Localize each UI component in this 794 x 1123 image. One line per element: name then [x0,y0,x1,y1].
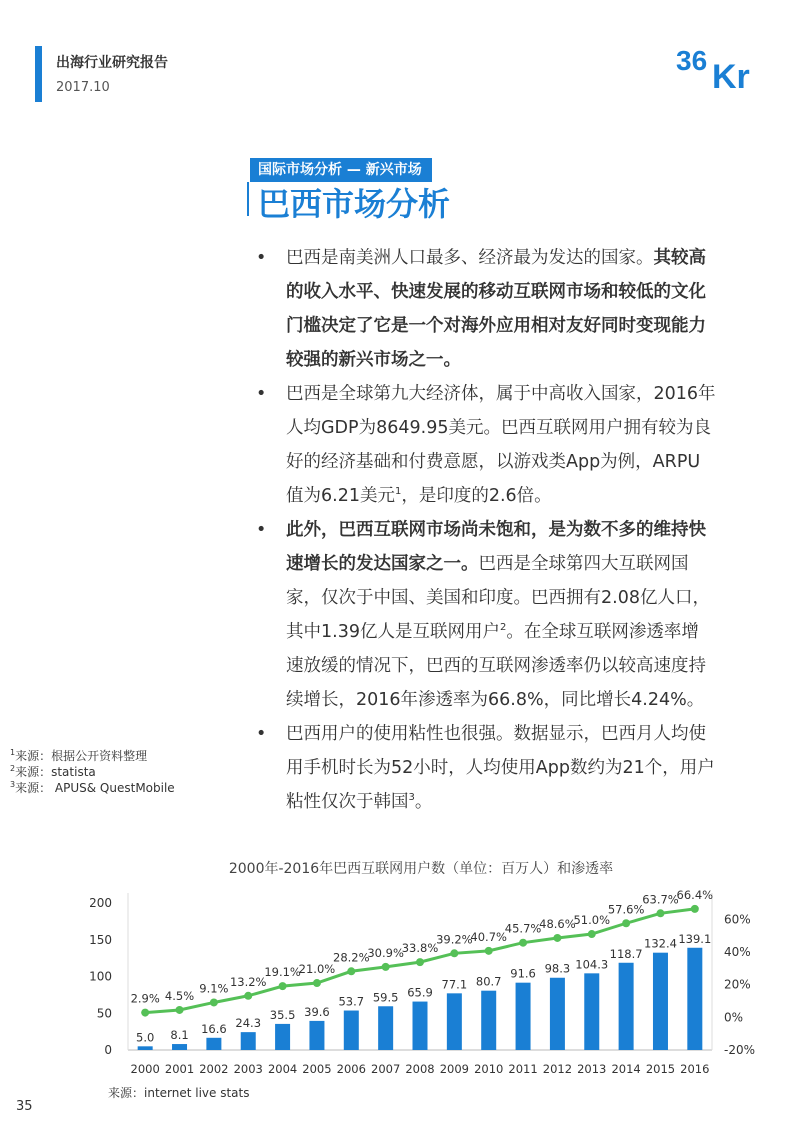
bullet-paragraph [256,377,716,513]
section-title: 巴西市场分析 [258,185,451,223]
report-date: 2017.10 [56,80,110,95]
bar [378,1006,393,1050]
line-value-label: 39.2% [436,932,473,947]
footnote-ref: 3 [408,792,415,804]
bullet-mark: • [256,384,267,404]
paragraph-text: 巴西是全球第九大经济体，属于中高收入国家，2016年人均GDP为8649.95美元。巴西互联网用户拥有较为良好的经济基础和付费意愿，以游戏类App为例，ARPU值为6.21美元 [286,384,716,506]
line-point [313,979,321,987]
y-left-tick-label: 50 [96,1006,112,1021]
bar-value-label: 8.1 [170,1028,189,1043]
bar-value-label: 16.6 [201,1021,227,1036]
y-left-tick-label: 0 [104,1043,112,1057]
footnote-ref: 1 [394,486,402,498]
line-value-label: 9.1% [199,981,229,996]
bar [275,1024,290,1050]
line-value-label: 57.6% [607,902,645,917]
y-left-tick-label: 200 [89,896,112,910]
line-value-label: 4.5% [164,988,195,1003]
bar [653,953,668,1050]
bar [413,1002,428,1050]
bar-value-label: 139.1 [678,931,712,946]
line-value-label: 63.7% [642,892,679,907]
line-point [450,949,458,957]
paragraph-bold-text: 此外，巴西互联网市场尚未饱和，是为数不多的维持快速增长的发达国家之一。 [286,520,706,574]
bullet-mark: • [256,248,267,268]
bar-value-label: 80.7 [475,974,502,989]
page-number: 35 [16,1099,33,1114]
bar-value-label: 35.5 [269,1007,296,1022]
x-tick-label: 2006 [336,1062,366,1076]
footnote [10,780,175,796]
line-value-label: 40.7% [470,929,507,944]
line-point [244,992,252,1000]
bar-value-label: 59.5 [372,990,399,1005]
bar [619,963,634,1050]
line-value-label: 28.2% [333,950,370,965]
line-point [279,982,287,990]
line-point [691,905,699,913]
bar-value-label: 98.3 [544,961,571,976]
line-value-label: 48.6% [539,916,576,931]
paragraph-text: 巴西是南美洲人口最多、经济最为发达的国家。 [286,248,654,268]
bar-value-label: 91.6 [510,966,536,981]
bar [138,1046,153,1050]
bar [447,993,462,1050]
x-tick-label: 2015 [645,1062,676,1076]
y-right-tick-label: -20% [724,1043,756,1057]
bar [687,948,702,1050]
x-tick-label: 2003 [233,1062,263,1076]
section-tag: 国际市场分析 — 新兴市场 [250,158,432,182]
chart-source: 来源：internet live stats [108,1086,250,1100]
line-point [347,967,355,975]
y-right-tick-label: 60% [724,912,751,927]
y-right-tick-label: 40% [724,945,751,959]
paragraph-text: 巴西用户的使用粘性也很强。数据显示，巴西月人均使用手机时长为52小时，人均使用App数约为21个，用户粘性仅次于韩国 [286,724,715,812]
section-accent-line [247,182,249,216]
bullet-paragraph [256,717,716,819]
bar [344,1011,359,1050]
bar-value-label: 77.1 [441,977,468,992]
footnote-number: 3 [10,780,16,789]
bar-value-label: 5.0 [136,1030,155,1045]
line-point [485,947,493,955]
x-tick-label: 2005 [302,1062,332,1076]
line-point [210,998,218,1006]
x-tick-label: 2008 [405,1062,435,1076]
y-left-tick-label: 150 [89,932,112,947]
x-tick-label: 2001 [164,1062,195,1076]
bar [516,983,531,1050]
footnote-number: 2 [10,764,16,773]
footnotes [10,748,175,796]
header-accent-bar [35,46,42,102]
footnote [10,748,175,764]
x-tick-label: 2000 [130,1062,160,1076]
bar-value-label: 65.9 [407,985,433,1000]
line-value-label: 19.1% [264,965,301,980]
line-value-label: 13.2% [229,974,267,989]
svg-text:Kr: Kr [712,58,750,92]
x-tick-label: 2002 [199,1062,229,1076]
bar [172,1044,187,1050]
bar [550,978,565,1050]
line-point [176,1006,184,1014]
line-point [416,958,424,966]
bar-value-label: 118.7 [609,946,643,961]
bar-value-label: 53.7 [338,994,365,1009]
line-value-label: 21.0% [298,962,336,977]
paragraph-text: 巴西是全球第四大互联网国家，仅次于中国、美国和印度。巴西拥有2.08亿人口，其中1.39亿人是互联网用户 [286,554,710,642]
line-point [553,934,561,942]
line-point [656,909,664,917]
bullet-paragraph [256,241,716,377]
bar-value-label: 39.6 [304,1004,330,1019]
line-point [588,930,596,938]
paragraph-text: 。 [414,792,433,812]
footnote [10,764,175,780]
footnote-text: 来源：根据公开资料整理 [15,749,148,763]
bar [309,1021,324,1050]
report-title: 出海行业研究报告 [56,55,168,71]
svg-text:36: 36 [676,45,708,76]
bar [241,1032,256,1050]
bar [481,991,496,1050]
line-point [141,1009,149,1017]
y-right-tick-label: 20% [724,977,751,992]
paragraph-text: ，是印度的2.6倍。 [401,486,552,506]
paragraph-bold-text: 其较高的收入水平、快速发展的移动互联网市场和较低的文化门槛决定了它是一个对海外应用相对友好同时变现能力较强的新兴市场之一。 [286,248,706,370]
x-tick-label: 2007 [371,1062,401,1076]
line-value-label: 66.4% [676,887,714,902]
chart-title: 2000年-2016年巴西互联网用户数（单位：百万人）和渗透率 [228,861,614,877]
line-value-label: 30.9% [367,945,404,960]
footnote-number: 1 [10,748,16,757]
y-left-tick-label: 100 [89,969,112,984]
bullet-paragraph [256,513,716,717]
bar [584,973,599,1050]
footnote-ref: 2 [499,622,507,634]
bullet-mark: • [256,520,267,540]
x-tick-label: 2016 [680,1062,710,1076]
line-value-label: 45.7% [504,921,542,936]
brand-logo [676,42,760,92]
paragraph-text: 。在全球互联网渗透率增速放缓的情况下，巴西的互联网渗透率仍以较高速度持续增长，2016年渗透率为66.8%，同比增长4.24%。 [286,622,706,710]
bullet-mark: • [256,724,267,744]
x-tick-label: 2009 [439,1062,469,1076]
internet-users-chart [0,850,794,1100]
bar-value-label: 132.4 [644,936,677,951]
y-right-tick-label: 0% [724,1010,744,1025]
line-value-label: 33.8% [401,941,439,956]
x-tick-label: 2013 [577,1062,607,1076]
x-tick-label: 2004 [267,1062,298,1076]
bar-value-label: 104.3 [575,957,609,972]
line-point [519,939,527,947]
x-tick-label: 2011 [508,1062,538,1076]
x-tick-label: 2014 [611,1062,641,1076]
body-text [256,241,716,819]
x-tick-label: 2012 [542,1062,573,1076]
line-value-label: 51.0% [573,913,611,928]
line-point [382,963,390,971]
x-tick-label: 2010 [474,1062,504,1076]
footnote-text: 来源： APUS& QuestMobile [15,781,175,795]
line-value-label: 2.9% [130,991,160,1006]
bar [206,1038,221,1050]
line-point [622,919,630,927]
footnote-text: 来源：statista [15,765,96,779]
bar-value-label: 24.3 [235,1016,262,1031]
